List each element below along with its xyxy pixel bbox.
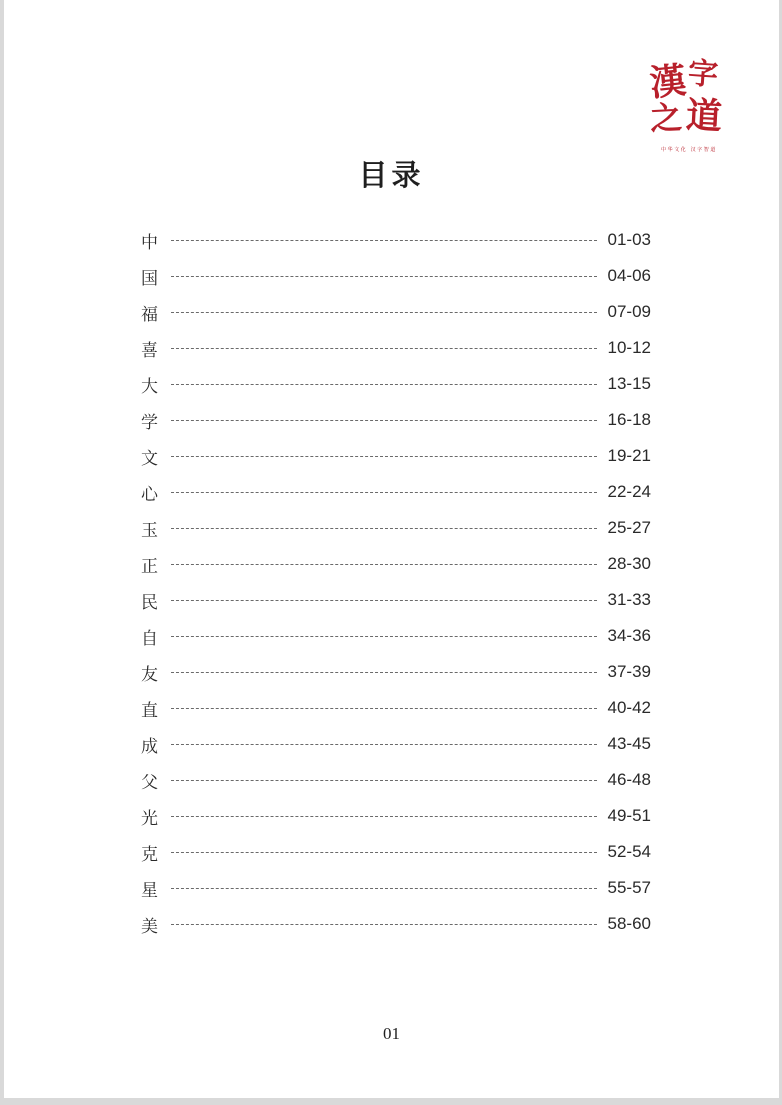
toc-entry-title: 国	[141, 268, 158, 289]
toc-entry-pages: 52-54	[607, 842, 651, 861]
logo-char: 道	[684, 94, 724, 138]
toc-entry-title: 心	[141, 484, 158, 505]
page-title: 目录	[358, 158, 425, 192]
toc-entry-title: 父	[141, 772, 158, 793]
toc-entry-title: 正	[141, 556, 158, 577]
toc-dot-leader	[171, 672, 597, 673]
toc-entry-title: 文	[141, 448, 158, 469]
toc-entry-pages: 31-33	[607, 590, 651, 609]
toc-dot-leader	[171, 240, 597, 241]
toc-dot-leader	[171, 888, 597, 889]
toc-entry-title: 玉	[141, 520, 158, 541]
toc-dot-leader	[171, 852, 597, 853]
toc-dot-leader	[171, 528, 597, 529]
toc-entry-title: 大	[141, 376, 158, 397]
toc-dot-leader	[171, 276, 597, 277]
brand-logo	[644, 55, 734, 160]
logo-char: 字	[686, 55, 720, 94]
toc-entry-pages: 13-15	[607, 374, 651, 393]
toc-entry-pages: 25-27	[607, 518, 651, 537]
toc-entry-title: 直	[141, 700, 158, 721]
toc-dot-leader	[171, 816, 597, 817]
toc-entry-title: 成	[141, 736, 158, 757]
toc-entry[interactable]	[141, 762, 651, 798]
toc-dot-leader	[171, 348, 597, 349]
toc-entry[interactable]	[141, 618, 651, 654]
toc-dot-leader	[171, 456, 597, 457]
toc-entry[interactable]	[141, 330, 651, 366]
toc-entry[interactable]	[141, 546, 651, 582]
logo-char: 漢	[647, 59, 689, 105]
toc-entry[interactable]	[141, 798, 651, 834]
toc-dot-leader	[171, 564, 597, 565]
toc-dot-leader	[171, 636, 597, 637]
toc-dot-leader	[171, 312, 597, 313]
toc-dot-leader	[171, 600, 597, 601]
toc-entry[interactable]	[141, 582, 651, 618]
toc-entry[interactable]	[141, 906, 651, 942]
toc-entry-pages: 34-36	[607, 626, 651, 645]
toc-dot-leader	[171, 708, 597, 709]
document-page	[4, 0, 779, 1098]
toc-entry[interactable]	[141, 654, 651, 690]
toc-entry[interactable]	[141, 258, 651, 294]
toc-entry-pages: 07-09	[607, 302, 651, 321]
toc-entry-pages: 10-12	[607, 338, 651, 357]
toc-entry[interactable]	[141, 870, 651, 906]
toc-entry-pages: 46-48	[607, 770, 651, 789]
toc-entry-title: 克	[141, 844, 158, 865]
toc-entry[interactable]	[141, 510, 651, 546]
toc-dot-leader	[171, 780, 597, 781]
toc-entry[interactable]	[141, 402, 651, 438]
toc-entry-pages: 04-06	[607, 266, 651, 285]
toc-entry[interactable]	[141, 222, 651, 258]
toc-entry-title: 民	[141, 592, 158, 613]
toc-entry-pages: 37-39	[607, 662, 651, 681]
logo-tagline: 中华文化 汉字智道	[661, 147, 717, 153]
toc-entry-title: 中	[141, 232, 158, 253]
toc-entry-title: 学	[141, 412, 158, 433]
toc-entry-title: 友	[141, 664, 158, 685]
toc-entry-pages: 28-30	[607, 554, 651, 573]
toc-entry-title: 光	[141, 808, 158, 829]
toc-entry-pages: 49-51	[607, 806, 651, 825]
toc-entry[interactable]	[141, 726, 651, 762]
table-of-contents	[141, 222, 651, 942]
toc-entry-title: 喜	[141, 340, 158, 361]
toc-entry[interactable]	[141, 690, 651, 726]
toc-dot-leader	[171, 744, 597, 745]
toc-dot-leader	[171, 420, 597, 421]
toc-entry-pages: 19-21	[607, 446, 651, 465]
toc-entry[interactable]	[141, 294, 651, 330]
toc-entry-pages: 43-45	[607, 734, 651, 753]
toc-entry-title: 自	[141, 628, 158, 649]
toc-entry[interactable]	[141, 438, 651, 474]
toc-dot-leader	[171, 492, 597, 493]
toc-entry-pages: 55-57	[607, 878, 651, 897]
page-number: 01	[383, 1024, 400, 1043]
toc-entry[interactable]	[141, 474, 651, 510]
toc-dot-leader	[171, 924, 597, 925]
logo-char: 之	[649, 98, 683, 138]
toc-entry-pages: 40-42	[607, 698, 651, 717]
logo-mark	[644, 55, 734, 140]
toc-entry-pages: 58-60	[607, 914, 651, 933]
toc-entry-title: 星	[141, 880, 158, 901]
toc-entry-title: 美	[141, 916, 158, 937]
toc-dot-leader	[171, 384, 597, 385]
toc-entry[interactable]	[141, 366, 651, 402]
toc-entry[interactable]	[141, 834, 651, 870]
toc-entry-pages: 16-18	[607, 410, 651, 429]
toc-entry-title: 福	[141, 304, 158, 325]
toc-entry-pages: 01-03	[607, 230, 651, 249]
toc-entry-pages: 22-24	[607, 482, 651, 501]
